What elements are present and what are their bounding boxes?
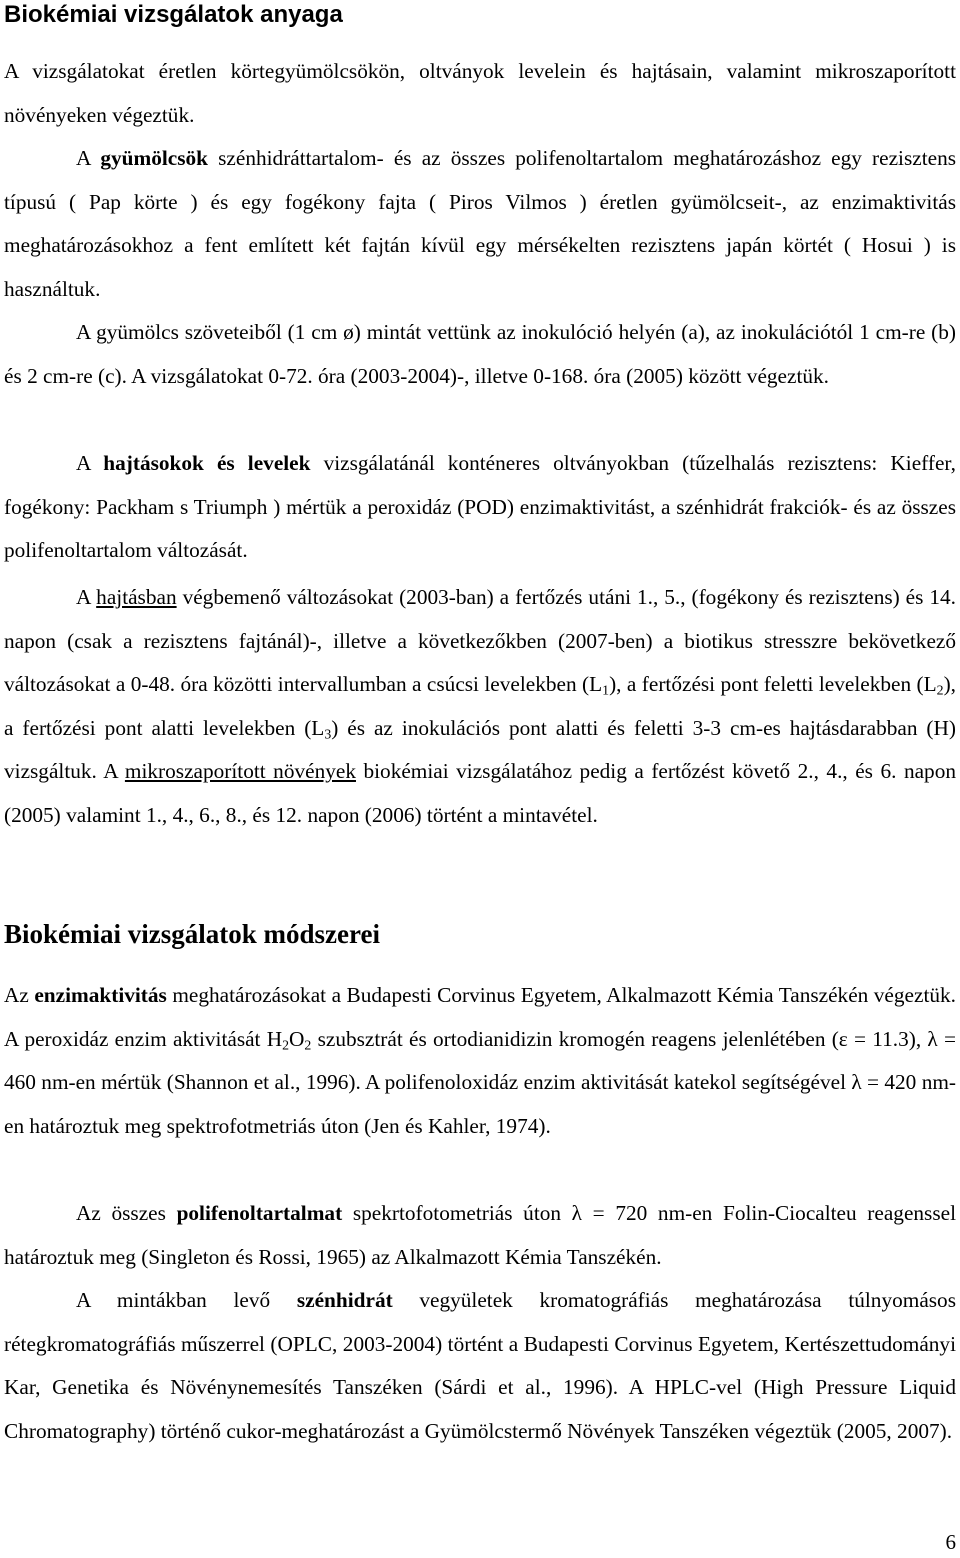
bold-term-fruits: gyümölcsök: [100, 146, 209, 170]
section-title-methods: Biokémiai vizsgálatok módszerei: [4, 919, 380, 949]
paragraph-fruits: A gyümölcsök szénhidráttartalom- és az összes polifenoltartalom meghatározáshoz egy rezisztens típusú ( Pap körte ) és egy fogékony fajta ( Piros Vilmos ) éretlen gyümölcseit-, az enzimaktivitás meghatározásokhoz a fent említett két fajtán kívül egy mérsékelten rezisztens japán körtét ( Hosui ) is használtuk.: [4, 146, 956, 301]
bold-term-carbohydrate: szénhidrát: [296, 1288, 393, 1312]
bold-term-shoots-leaves: hajtásokok és levelek: [103, 451, 311, 475]
paragraph-fruit-sampling: A gyümölcs szöveteiből (1 cm ø) mintát vettünk az inokulóció helyén (a), az inokulációtól 1 cm-re (b) és 2 cm-re (c). A vizsgálatokat 0-72. óra (2003-2004)-, illetve 0-168. óra (2005) között végeztük.: [4, 320, 956, 388]
bold-term-polyphenol: polifenoltartalmat: [176, 1201, 343, 1225]
paragraph-materials-intro: A vizsgálatokat éretlen körtegyümölcsökön, oltványok levelein és hajtásain, valamint mikroszaporított növényeken végeztük.: [4, 59, 956, 127]
paragraph-carbohydrate: A mintákban levő szénhidrát vegyületek kromatográfiás meghatározása túlnyomásos rétegkromatográfiás műszerrel (OPLC, 2003-2004) történt a Budapesti Corvinus Egyetem, Kertészettudományi Kar, Genetika és Növénynemesítés Tanszéken (Sárdi et al., 1996). A HPLC-vel (High Pressure Liquid Chromatography) történő cukor-meghatározást a Gyümölcstermő Növények Tanszéken végeztük (2005, 2007).: [4, 1288, 956, 1443]
bold-term-enzyme-activity: enzimaktivitás: [34, 983, 167, 1007]
section-title-materials: Biokémiai vizsgálatok anyaga: [4, 1, 343, 28]
paragraph-shoots-leaves: A hajtásokok és levelek vizsgálatánál konténeres oltványokban (tűzelhalás rezisztens: Kieffer, fogékony: Packham s Triumph ) mértük a peroxidáz (POD) enzimaktivitást, a szénhidrát frakciók- és az összes polifenoltartalom változását.: [4, 451, 956, 563]
page-number: 6: [945, 1530, 956, 1554]
paragraph-shoot-changes: A hajtásban végbemenő változásokat (2003-ban) a fertőzés utáni 1., 5., (fogékony és rezisztens) és 14. napon (csak a rezisztens fajtánál)-, illetve a következőkben (2007-ben) a biotikus stresszre bekövetkező változásokat a 0-48. óra közötti intervallumban a csúcsi levelekben $(L_1)$, a fertőzési pont feletti levelekben $(L_2)$, a fertőzési pont alatti levelekben $(L_3)$ és az inokulációs pont alatti és feletti 3-3 cm-es hajtásdarabban (H) vizsgáltuk. A mikroszaporított növények biokémiai vizsgálatához pedig a fertőzést követő 2., 4., és 6. napon (2005) valamint 1., 4., 6., 8., és 12. napon (2006) történt a mintavétel.: [4, 585, 956, 827]
paragraph-polyphenol: Az összes polifenoltartalmat spekrtofotometriás úton λ = 720 nm-en Folin-Ciocalteu reagenssel határoztuk meg (Singleton és Rossi, 1965) az Alkalmazott Kémia Tanszékén.: [4, 1201, 956, 1269]
underlined-term-shoot: hajtásban: [96, 585, 177, 609]
paragraph-enzyme-activity: Az enzimaktivitás meghatározásokat a Budapesti Corvinus Egyetem, Alkalmazott Kémia Tanszékén végeztük. A peroxidáz enzim aktivitását $H_2O_2$ szubsztrát és ortodianidizin kromogén reagens jelenlétében (ε = 11.3), λ = 460 nm-en mértük (Shannon et al., 1996). A polifenoloxidáz enzim aktivitását katekol segítségével λ = 420 nm-en határoztuk meg spektrofotmetriás úton (Jen és Kahler, 1974).: [4, 983, 956, 1138]
underlined-term-micropropagated: mikroszaporított növények: [124, 759, 356, 784]
